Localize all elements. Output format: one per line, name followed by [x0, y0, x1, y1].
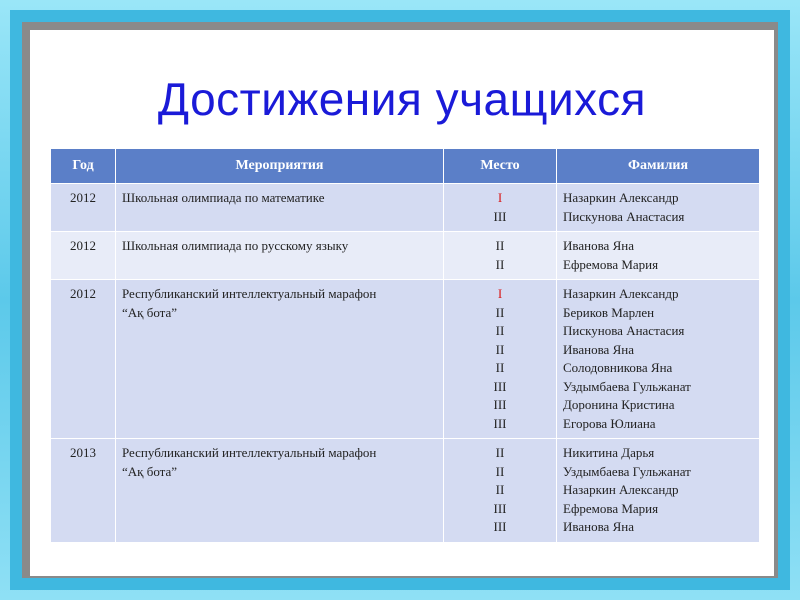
page-title: Достижения учащихся	[157, 73, 647, 125]
cell-year: 2013	[51, 439, 116, 543]
cell-names	[557, 232, 760, 280]
cell-place	[444, 232, 557, 280]
place-value: II	[495, 341, 505, 357]
place-value: III	[493, 397, 507, 412]
student-name: Доронина Кристина	[563, 397, 675, 412]
table-header-row	[51, 149, 760, 184]
achievements-table	[50, 148, 760, 543]
place-value: II	[495, 463, 505, 479]
cell-event	[116, 184, 444, 232]
cell-names	[557, 184, 760, 232]
student-name: Никитина Дарья	[563, 445, 655, 460]
table-row	[51, 184, 760, 232]
place-value: II	[495, 323, 505, 338]
cell-year: 2012	[51, 280, 116, 439]
place-value: I	[497, 190, 503, 205]
table-row	[51, 280, 760, 439]
student-name: Иванова Яна	[563, 519, 634, 534]
place-value: II	[495, 304, 505, 320]
event-line: Республиканский интеллектуальный марафон	[122, 445, 377, 460]
table-row	[51, 439, 760, 543]
place-value: II	[495, 238, 505, 253]
cell-place	[444, 184, 557, 232]
student-name: Уздымбаева Гульжанат	[563, 378, 691, 394]
student-name: Солодовникова Яна	[563, 360, 673, 375]
place-value: III	[493, 519, 507, 534]
place-value: III	[493, 415, 507, 431]
header-name: Фамилия	[557, 149, 760, 184]
place-value: II	[495, 360, 505, 375]
place-value: I	[497, 286, 503, 301]
student-name: Пискунова Анастасия	[563, 323, 685, 338]
event-line: Республиканский интеллектуальный марафон	[122, 286, 377, 301]
place-value: III	[493, 378, 507, 394]
place-value: II	[495, 445, 505, 460]
student-name: Пискунова Анастасия	[563, 208, 685, 224]
event-line: “Ақ бота”	[122, 463, 178, 479]
place-value: III	[493, 208, 507, 224]
cell-year: 2012	[51, 232, 116, 280]
event-line: Школьная олимпиада по математике	[122, 190, 325, 205]
event-line: Школьная олимпиада по русскому языку	[122, 238, 349, 253]
cell-event	[116, 280, 444, 439]
student-name: Назаркин Александр	[563, 190, 679, 205]
student-name: Назаркин Александр	[563, 286, 679, 301]
student-name: Иванова Яна	[563, 238, 634, 253]
student-name: Бериков Марлен	[563, 304, 655, 320]
table-row	[51, 232, 760, 280]
cell-names	[557, 280, 760, 439]
student-name: Ефремова Мария	[563, 256, 659, 272]
student-name: Назаркин Александр	[563, 482, 679, 497]
header-event: Мероприятия	[116, 149, 444, 184]
student-name: Уздымбаева Гульжанат	[563, 463, 691, 479]
cell-year: 2012	[51, 184, 116, 232]
cell-event	[116, 232, 444, 280]
student-name: Егорова Юлиана	[563, 415, 656, 431]
slide	[30, 30, 774, 576]
place-value: III	[493, 500, 507, 516]
place-value: II	[495, 256, 505, 272]
cell-names	[557, 439, 760, 543]
cell-place	[444, 439, 557, 543]
cell-place	[444, 280, 557, 439]
event-line: “Ақ бота”	[122, 304, 178, 320]
cell-event	[116, 439, 444, 543]
header-year: Год	[51, 149, 116, 184]
student-name: Ефремова Мария	[563, 500, 659, 516]
place-value: II	[495, 482, 505, 497]
header-place: Место	[444, 149, 557, 184]
student-name: Иванова Яна	[563, 341, 634, 357]
